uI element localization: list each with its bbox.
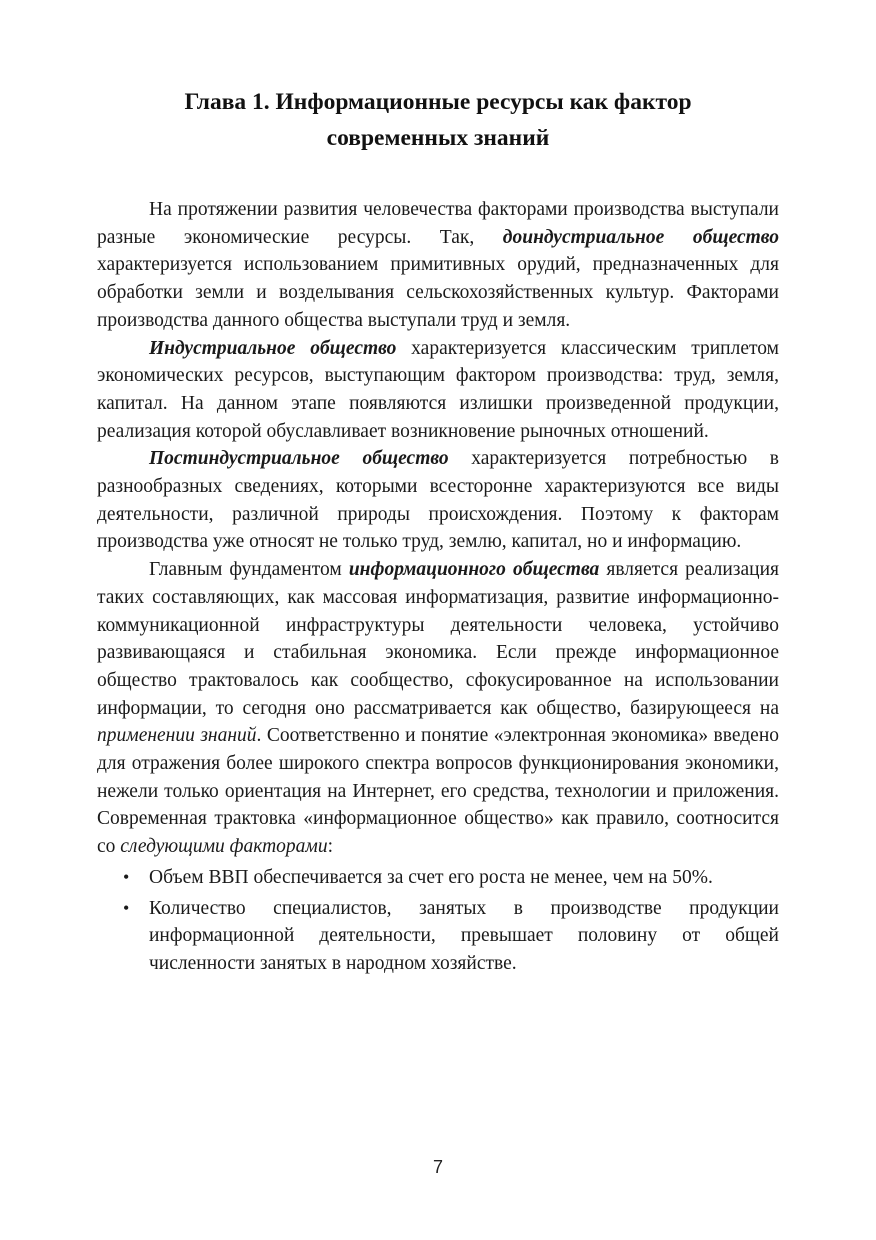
list-item-text: Объем ВВП обеспечивается за счет его роста не менее, чем на 50%.	[149, 866, 713, 888]
paragraph-information-society	[97, 556, 779, 861]
page-number: 7	[432, 1157, 443, 1177]
bullet-icon: •	[123, 866, 130, 887]
paragraph-text: характеризуется классическим триплетом экономических ресурсов, выступающим фактором производства: труд, земля, капитал. На данном этапе появляются излишки произведенной продукции, реализация которой обуславливает возникновение рыночных отношений.	[97, 337, 779, 442]
paragraph-text: . Соответственно и понятие «электронная экономика» введено для отражения более широкого спектра вопросов функционирования экономики, нежели только ориентация на Интернет, его средства, технологии и приложения. Современная трактовка «информационное общество» как правило, соотносится со	[97, 725, 780, 858]
list-item	[97, 864, 779, 892]
paragraph-text: Главным фундаментом	[149, 559, 349, 581]
list-item	[97, 895, 779, 978]
paragraph-postindustrial	[97, 445, 779, 556]
chapter-title-line-2: современных знаний	[326, 125, 550, 151]
chapter-title-line-1: Глава 1. Информационные ресурсы как фактор	[184, 89, 692, 115]
bullet-icon: •	[123, 897, 130, 918]
paragraph-text: является реализация таких составляющих, как массовая информатизация, развитие информационно-коммуникационной инфраструктуры деятельности человека, устойчиво развивающаяся и стабильная экономика. Если прежде информационное общество трактовалось как сообщество, сфокусированное на использовании информации, то сегодня оно рассматривается как общество, базирующееся на	[97, 559, 779, 719]
paragraph-text: На протяжении развития человечества факторами производства выступали разные экономические ресурсы. Так,	[97, 199, 779, 248]
chapter-title	[97, 84, 779, 156]
term-industrial-society: Индустриальное общество	[149, 337, 397, 359]
paragraph-industrial	[97, 335, 779, 446]
paragraph-preindustrial	[97, 196, 779, 335]
body-text	[97, 196, 779, 978]
term-following-factors: следующими факторами	[120, 836, 328, 858]
term-postindustrial-society: Постиндустриальное общество	[149, 448, 449, 470]
term-preindustrial-society: доиндустриальное общество	[502, 226, 780, 248]
list-item-text: Количество специалистов, занятых в производстве продукции информационной деятельности, превышает половину от общей численности занятых в народном хозяйстве.	[149, 897, 779, 974]
paragraph-text: :	[327, 836, 334, 858]
paragraph-text: характеризуется потребностью в разнообразных сведениях, которыми всесторонне характеризуются все виды деятельности, различной природы происхождения. Поэтому к факторам производства уже относят не только труд, землю, капитал, но и информацию.	[97, 448, 779, 553]
term-information-society: информационного общества	[348, 559, 600, 581]
factors-list	[97, 864, 779, 978]
term-applying-knowledge: применении знаний	[97, 725, 257, 747]
paragraph-text: характеризуется использованием примитивных орудий, предназначенных для обработки земли и возделывания сельскохозяйственных культур. Факторами производства данного общества выступали труд и земля.	[97, 254, 779, 331]
